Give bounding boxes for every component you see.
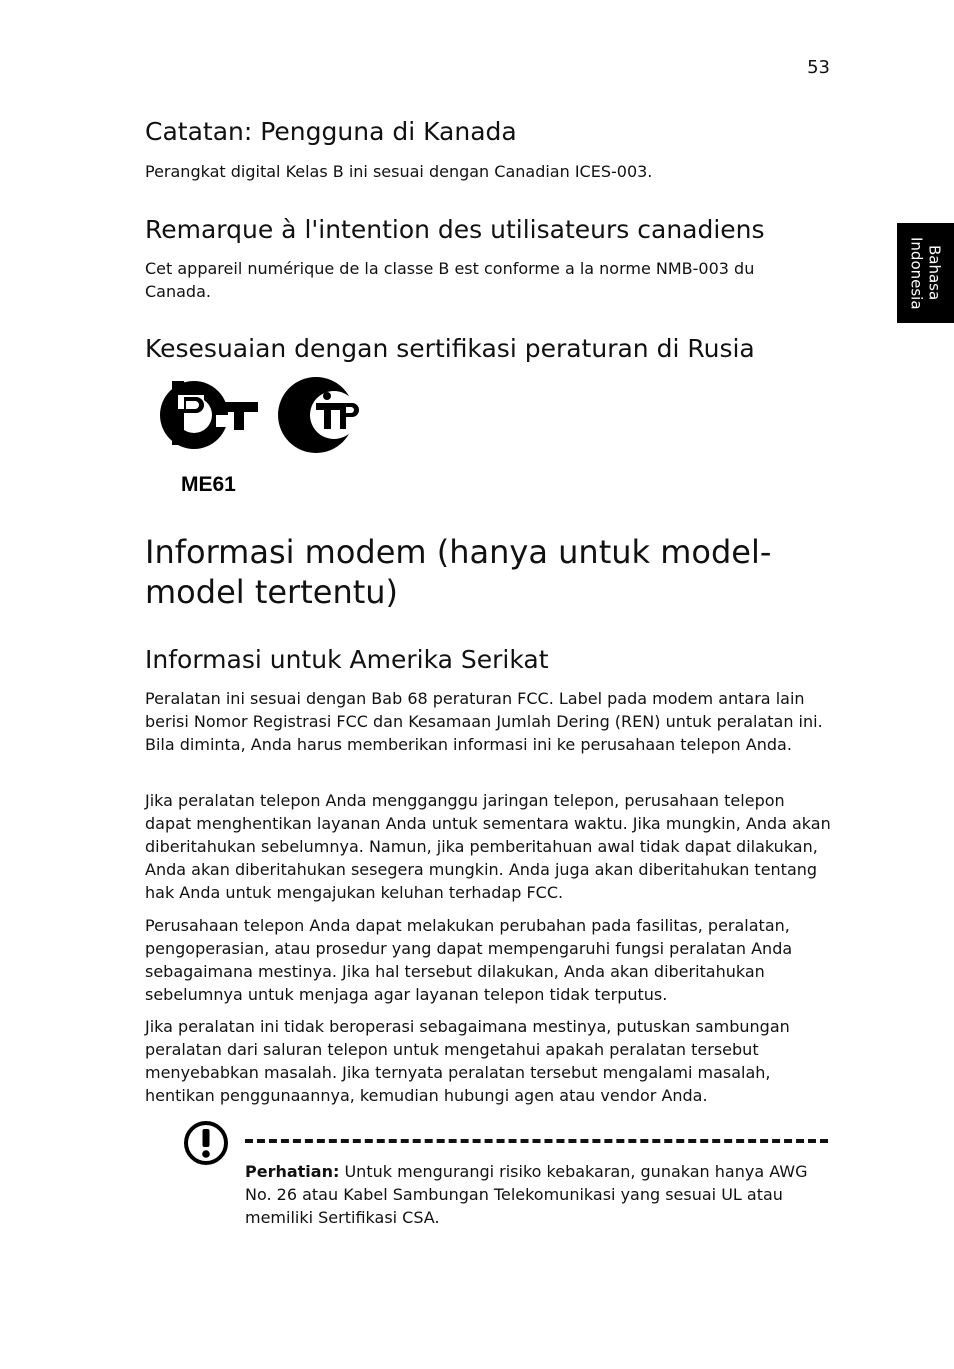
usa-heading: Informasi untuk Amerika Serikat <box>145 645 549 674</box>
canada-heading: Catatan: Pengguna di Kanada <box>145 117 517 146</box>
modem-paragraph-1: Peralatan ini sesuai dengan Bab 68 peraturan FCC. Label pada modem antara lain berisi Nomor Registrasi FCC dan Kesamaan Jumlah Dering (REN) untuk peralatan ini. Bila diminta, Anda harus memberikan informasi ini ke perusahaan telepon Anda. <box>145 689 823 754</box>
canada-fr-body: Cet appareil numérique de la classe B est conforme a la norme NMB-003 du Canada. <box>145 259 755 301</box>
caution-note <box>245 1160 825 1229</box>
modem-title: Informasi modem (hanya untuk model-model tertentu) <box>145 533 772 611</box>
russian-certification-logos <box>156 375 372 500</box>
modem-paragraph-2: Jika peralatan telepon Anda mengganggu jaringan telepon, perusahaan telepon dapat menghentikan layanan Anda untuk sementara waktu. Jika mungkin, Anda akan diberitahukan sebelumnya. Namun, jika pemberitahuan awal tidak dapat dilakukan, Anda akan diberitahukan sesegera mungkin. Anda juga akan diberitahukan tentang hak Anda untuk mengajukan keluhan terhadap FCC. <box>145 791 831 902</box>
warning-exclamation-icon <box>183 1120 229 1166</box>
modem-paragraph-4: Jika peralatan ini tidak beroperasi sebagaimana mestinya, putuskan sambungan peralatan dari saluran telepon untuk mengetahui apakah peralatan tersebut menyebabkan masalah. Jika ternyata peralatan tersebut mengalami masalah, hentikan penggunaannya, kemudian hubungi agen atau vendor Anda. <box>145 1017 790 1105</box>
caution-label: Perhatian: <box>245 1162 340 1181</box>
certification-code: ME61 <box>181 473 236 496</box>
canada-fr-heading: Remarque à l'intention des utilisateurs canadiens <box>145 215 765 244</box>
note-divider <box>245 1139 828 1143</box>
language-side-tab-label: Bahasa Indonesia <box>907 236 944 310</box>
russia-heading: Kesesuaian dengan sertifikasi peraturan di Rusia <box>145 334 755 363</box>
page-number: 53 <box>807 57 830 78</box>
canada-body: Perangkat digital Kelas B ini sesuai dengan Canadian ICES-003. <box>145 162 653 181</box>
pct-logo-icon <box>156 375 372 500</box>
language-side-tab <box>897 223 954 323</box>
modem-paragraph-3: Perusahaan telepon Anda dapat melakukan perubahan pada fasilitas, peralatan, pengoperasian, atau prosedur yang dapat mempengaruhi fungsi peralatan Anda sebagaimana mestinya. Jika hal tersebut dilakukan, Anda akan diberitahukan sebelumnya untuk menjaga agar layanan telepon tidak terputus. <box>145 916 793 1004</box>
caution-text: Untuk mengurangi risiko kebakaran, gunakan hanya AWG No. 26 atau Kabel Sambungan Telekomunikasi yang sesuai UL atau memiliki Sertifikasi CSA. <box>245 1162 808 1227</box>
